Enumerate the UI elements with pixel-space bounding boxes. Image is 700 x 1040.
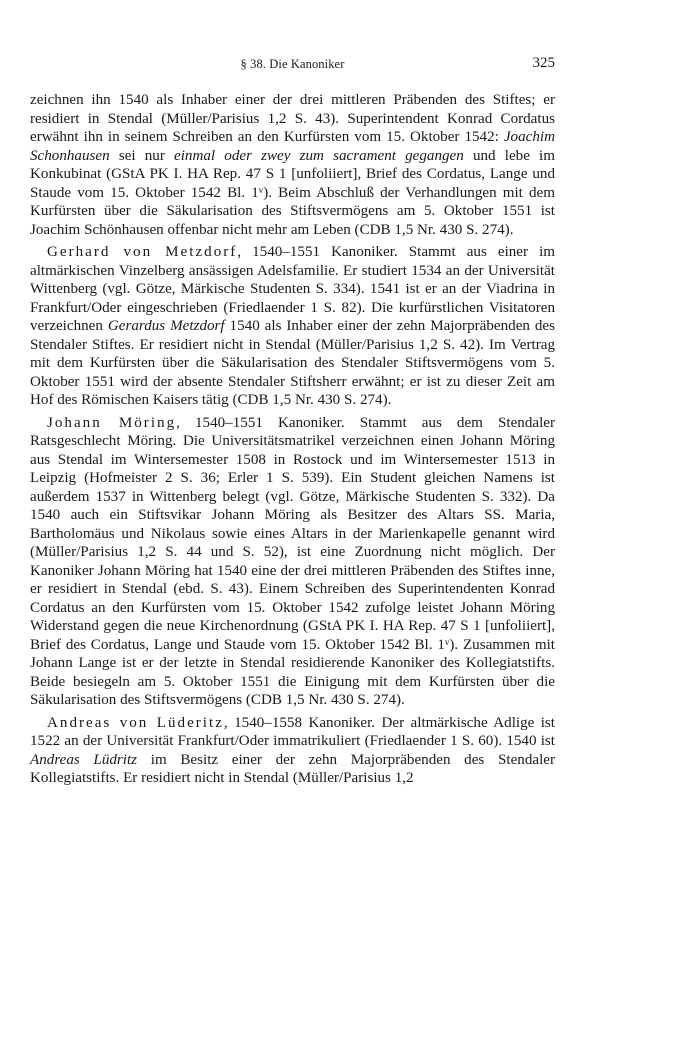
quoted-source-text: Andreas Lüdritz — [30, 751, 138, 768]
text-run: , 1540–1551 Kanoniker. Stammt aus dem Stendaler Ratsgeschlecht Möring. Die Universitätsmatrikel verzeichnen einen Johann Möring aus Stendal im Wintersemester 1508 in Rostock und im Wintersemester 1513 in Leipzig (Hofmeister 2 S. 36; Erler 1 S. 539). Ein Student gleichen Namens ist außerdem 1537 in Wittenberg belegt (vgl. Götze, Märkische Studenten S. 332). Da 1540 auch ein Stiftsvikar Johann Möring als Besitzer des Altars SS. Maria, Bartholomäus und Nikolaus sowie eines Altars in der Marienkapelle genannt wird (Müller/Parisius 1,2 S. 44 und S. 52), ist eine Zuordnung nicht möglich. Der Kanoniker Johann Möring hat 1540 eine der drei mittleren Präbenden des Stiftes inne, er residiert in Stendal (ebd. S. 43). Einem Schreiben des Superintendenten Konrad Cordatus an den Kurfürsten vom 15. Oktober 1542 zufolge leistet Johann Möring Widerstand gegen die neue Kirchenordnung (GStA PK I. HA Rep. 47 S 1 [unfoliiert], Brief des Cordatus, Lange und Staude vom 15. Oktober 1542 Bl. 1ᵛ). Zusammen mit Johann Lange ist er der letzte in Stendal residierende Kanoniker des Kollegiatstifts. Beide besiegeln am 5. Oktober 1551 die Einigung mit dem Kurfürsten über die Säkularisation des Stiftsvermögens (CDB 1,5 Nr. 430 S. 274). — [30, 414, 555, 708]
quoted-source-text: einmal oder zwey zum sacrament gegangen — [174, 147, 464, 164]
paragraph — [30, 91, 555, 239]
text-run: 1540 als Inhaber einer der zehn Majorpräbenden des Stendaler Stiftes. Er residiert nicht in Stendal (Müller/Parisius 1,2 S. 42). Im Vertrag mit dem Kurfürsten über die Säkularisation des Stendaler Stiftsvermögens vom 5. Oktober 1551 wird der absente Stendaler Stiftsherr erwähnt; er ist zu dieser Zeit am Hof des Römischen Kaisers tätig (CDB 1,5 Nr. 430 S. 274). — [30, 318, 556, 408]
text-run: sei nur — [109, 147, 175, 164]
page-header — [30, 57, 555, 77]
quoted-source-text: Joachim Schonhausen — [30, 129, 555, 164]
text-run: zeichnen ihn 1540 als Inhaber einer der drei mittleren Präbenden des Stiftes; er residiert in Stendal (Müller/Parisius 1,2 S. 43). Superintendent Konrad Cordatus erwähnt ihn in seinem Schreiben an den Kurfürsten vom 15. Oktober 1542: — [30, 92, 555, 145]
paragraph — [30, 414, 555, 710]
entry-name: Gerhard von Metzdorf — [47, 244, 238, 260]
paragraph — [30, 243, 555, 410]
entry-name: Andreas von Lüderitz — [47, 714, 224, 731]
body-text — [30, 91, 555, 792]
text-run: und lebe im Konkubinat (GStA PK I. HA Rep. 47 S 1 [unfoliiert], Brief des Cordatus, Lange und Staude vom 15. Oktober 1542 Bl. 1ᵛ). Beim Abschluß der Verhandlungen mit dem Kurfürsten über die Säkularisation des Stiftsvermögens am 5. Oktober 1551 ist Joachim Schönhausen offenbar nicht mehr am Leben (CDB 1,5 Nr. 430 S. 274). — [30, 147, 555, 238]
paragraph — [30, 714, 555, 788]
entry-name: Johann Möring — [47, 414, 177, 431]
quoted-source-text: Gerardus Metzdorf — [107, 318, 225, 334]
page-number: 325 — [532, 55, 555, 71]
text-run: , 1540–1551 Kanoniker. Stammt aus einer im altmärkischen Vinzelberg ansässigen Adelsfamilie. Er studiert 1534 an der Universität Wittenberg (vgl. Götze, Märkische Studenten S. 334). 1541 ist er an der Viadrina in Frankfurt/Oder eingeschrieben (Friedlaender 1 S. 82). Die kurfürstlichen Visitatoren verzeichnen — [30, 244, 555, 334]
text-run: im Besitz einer der zehn Majorpräbenden des Stendaler Kollegiatstifts. Er residiert nicht in Stendal (Müller/Parisius 1,2 — [30, 751, 555, 786]
running-head: § 38. Die Kanoniker — [240, 57, 345, 71]
text-run: , 1540–1558 Kanoniker. Der altmärkische Adlige ist 1522 an der Universität Frankfurt/Oder immatrikuliert (Friedlaender 1 S. 60). 1540 ist — [30, 714, 556, 749]
